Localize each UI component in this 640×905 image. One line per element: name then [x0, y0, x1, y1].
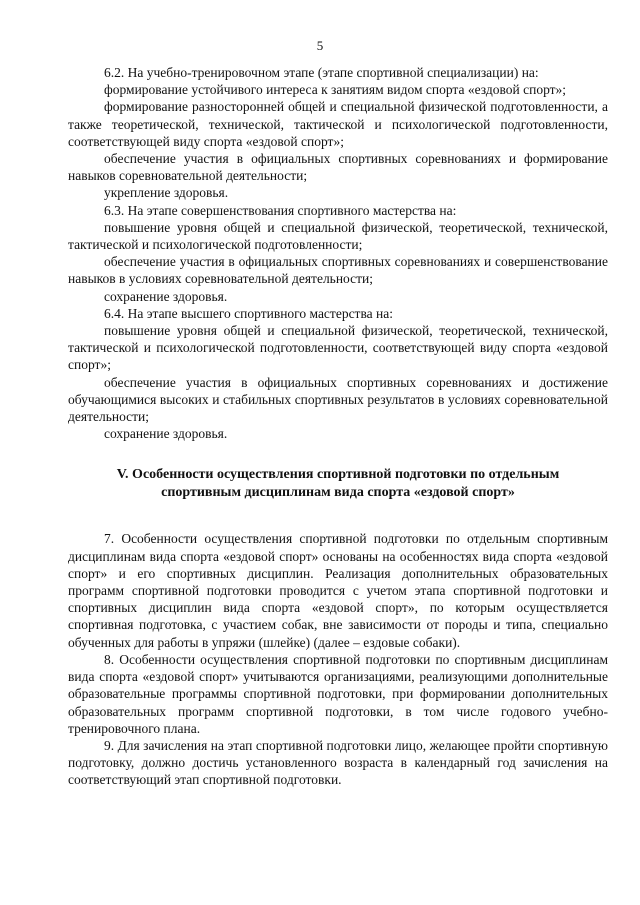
paragraph-6-4-item-3: сохранение здоровья. [104, 426, 228, 442]
paragraph-6-4-intro: 6.4. На этапе высшего спортивного мастерства на: [104, 305, 393, 321]
paragraph-6-3-item-1: повышение уровня общей и специальной физической, теоретической, технической, тактической и психологической подготовленности; [68, 219, 608, 253]
document-body [68, 64, 608, 789]
paragraph-6-2-item-4: укрепление здоровья. [104, 185, 229, 201]
paragraph-6-2-item-1: формирование устойчивого интереса к занятиям видом спорта «ездовой спорт»; [104, 82, 567, 98]
page-number: 5 [316, 38, 324, 53]
paragraph-8: 8. Особенности осуществления спортивной подготовки по спортивным дисциплинам вида спорта «ездовой спорт» учитываются организациями, реализующими дополнительные образовательные программы спортивной подготовки, при формировании дополнительных образовательных программ спортивной подготовки, в том числе годового учебно-тренировочного плана. [68, 651, 608, 736]
paragraph-9: 9. Для зачисления на этап спортивной подготовки лицо, желающее пройти спортивную подготовку, должно достичь установленного возраста в календарный год зачисления на соответствующий этап спортивной подготовки. [68, 737, 608, 788]
paragraph-6-4-item-1: повышение уровня общей и специальной физической, теоретической, технической, тактической и психологической подготовленности, соответствующей виду спорта «ездовой спорт»; [68, 323, 608, 373]
section-heading-line-1: V. Особенности осуществления спортивной подготовки по отдельным [116, 467, 560, 483]
paragraph-6-2-intro: 6.2. На учебно-тренировочном этапе (этапе спортивной специализации) на: [104, 65, 539, 80]
paragraph-6-4-item-2: обеспечение участия в официальных спортивных соревнованиях и достижение обучающимися высоких и стабильных спортивных результатов в условиях соревновательной деятельности; [68, 374, 608, 425]
paragraph-6-2-item-2: формирование разносторонней общей и специальной физической подготовленности, а также теоретической, технической, тактической и психологической подготовленности, соответствующей виду спорта «ездовой спорт»; [68, 99, 608, 149]
section-heading-line-2: спортивным дисциплинам вида спорта «ездовой спорт» [161, 485, 515, 501]
paragraph-6-3-item-2: обеспечение участия в официальных спортивных соревнованиях и совершенствование навыков в условиях соревновательной деятельности; [68, 254, 608, 287]
paragraph-6-3-intro: 6.3. На этапе совершенствования спортивного мастерства на: [104, 202, 457, 218]
section-heading [68, 466, 608, 502]
paragraph-6-3-item-3: сохранение здоровья. [104, 288, 228, 304]
paragraph-6-2-item-3: обеспечение участия в официальных спортивных соревнованиях и формирование навыков соревновательной деятельности; [68, 151, 608, 184]
paragraph-7: 7. Особенности осуществления спортивной подготовки по отдельным спортивным дисциплинам вида спорта «ездовой спорт» основаны на особенностях вида спорта «ездовой спорт» и его спортивных дисциплин. Реализация дополнительных образовательных программ спортивной подготовки проводится с учетом этапа спортивной подготовки и спортивных дисциплин вида спорта «ездовой спорт», по которым осуществляется спортивная подготовка, с участием собак, вне зависимости от породы и типа, специально обученных для работы в упряжи (шлейке) (далее – ездовые собаки). [68, 531, 608, 650]
